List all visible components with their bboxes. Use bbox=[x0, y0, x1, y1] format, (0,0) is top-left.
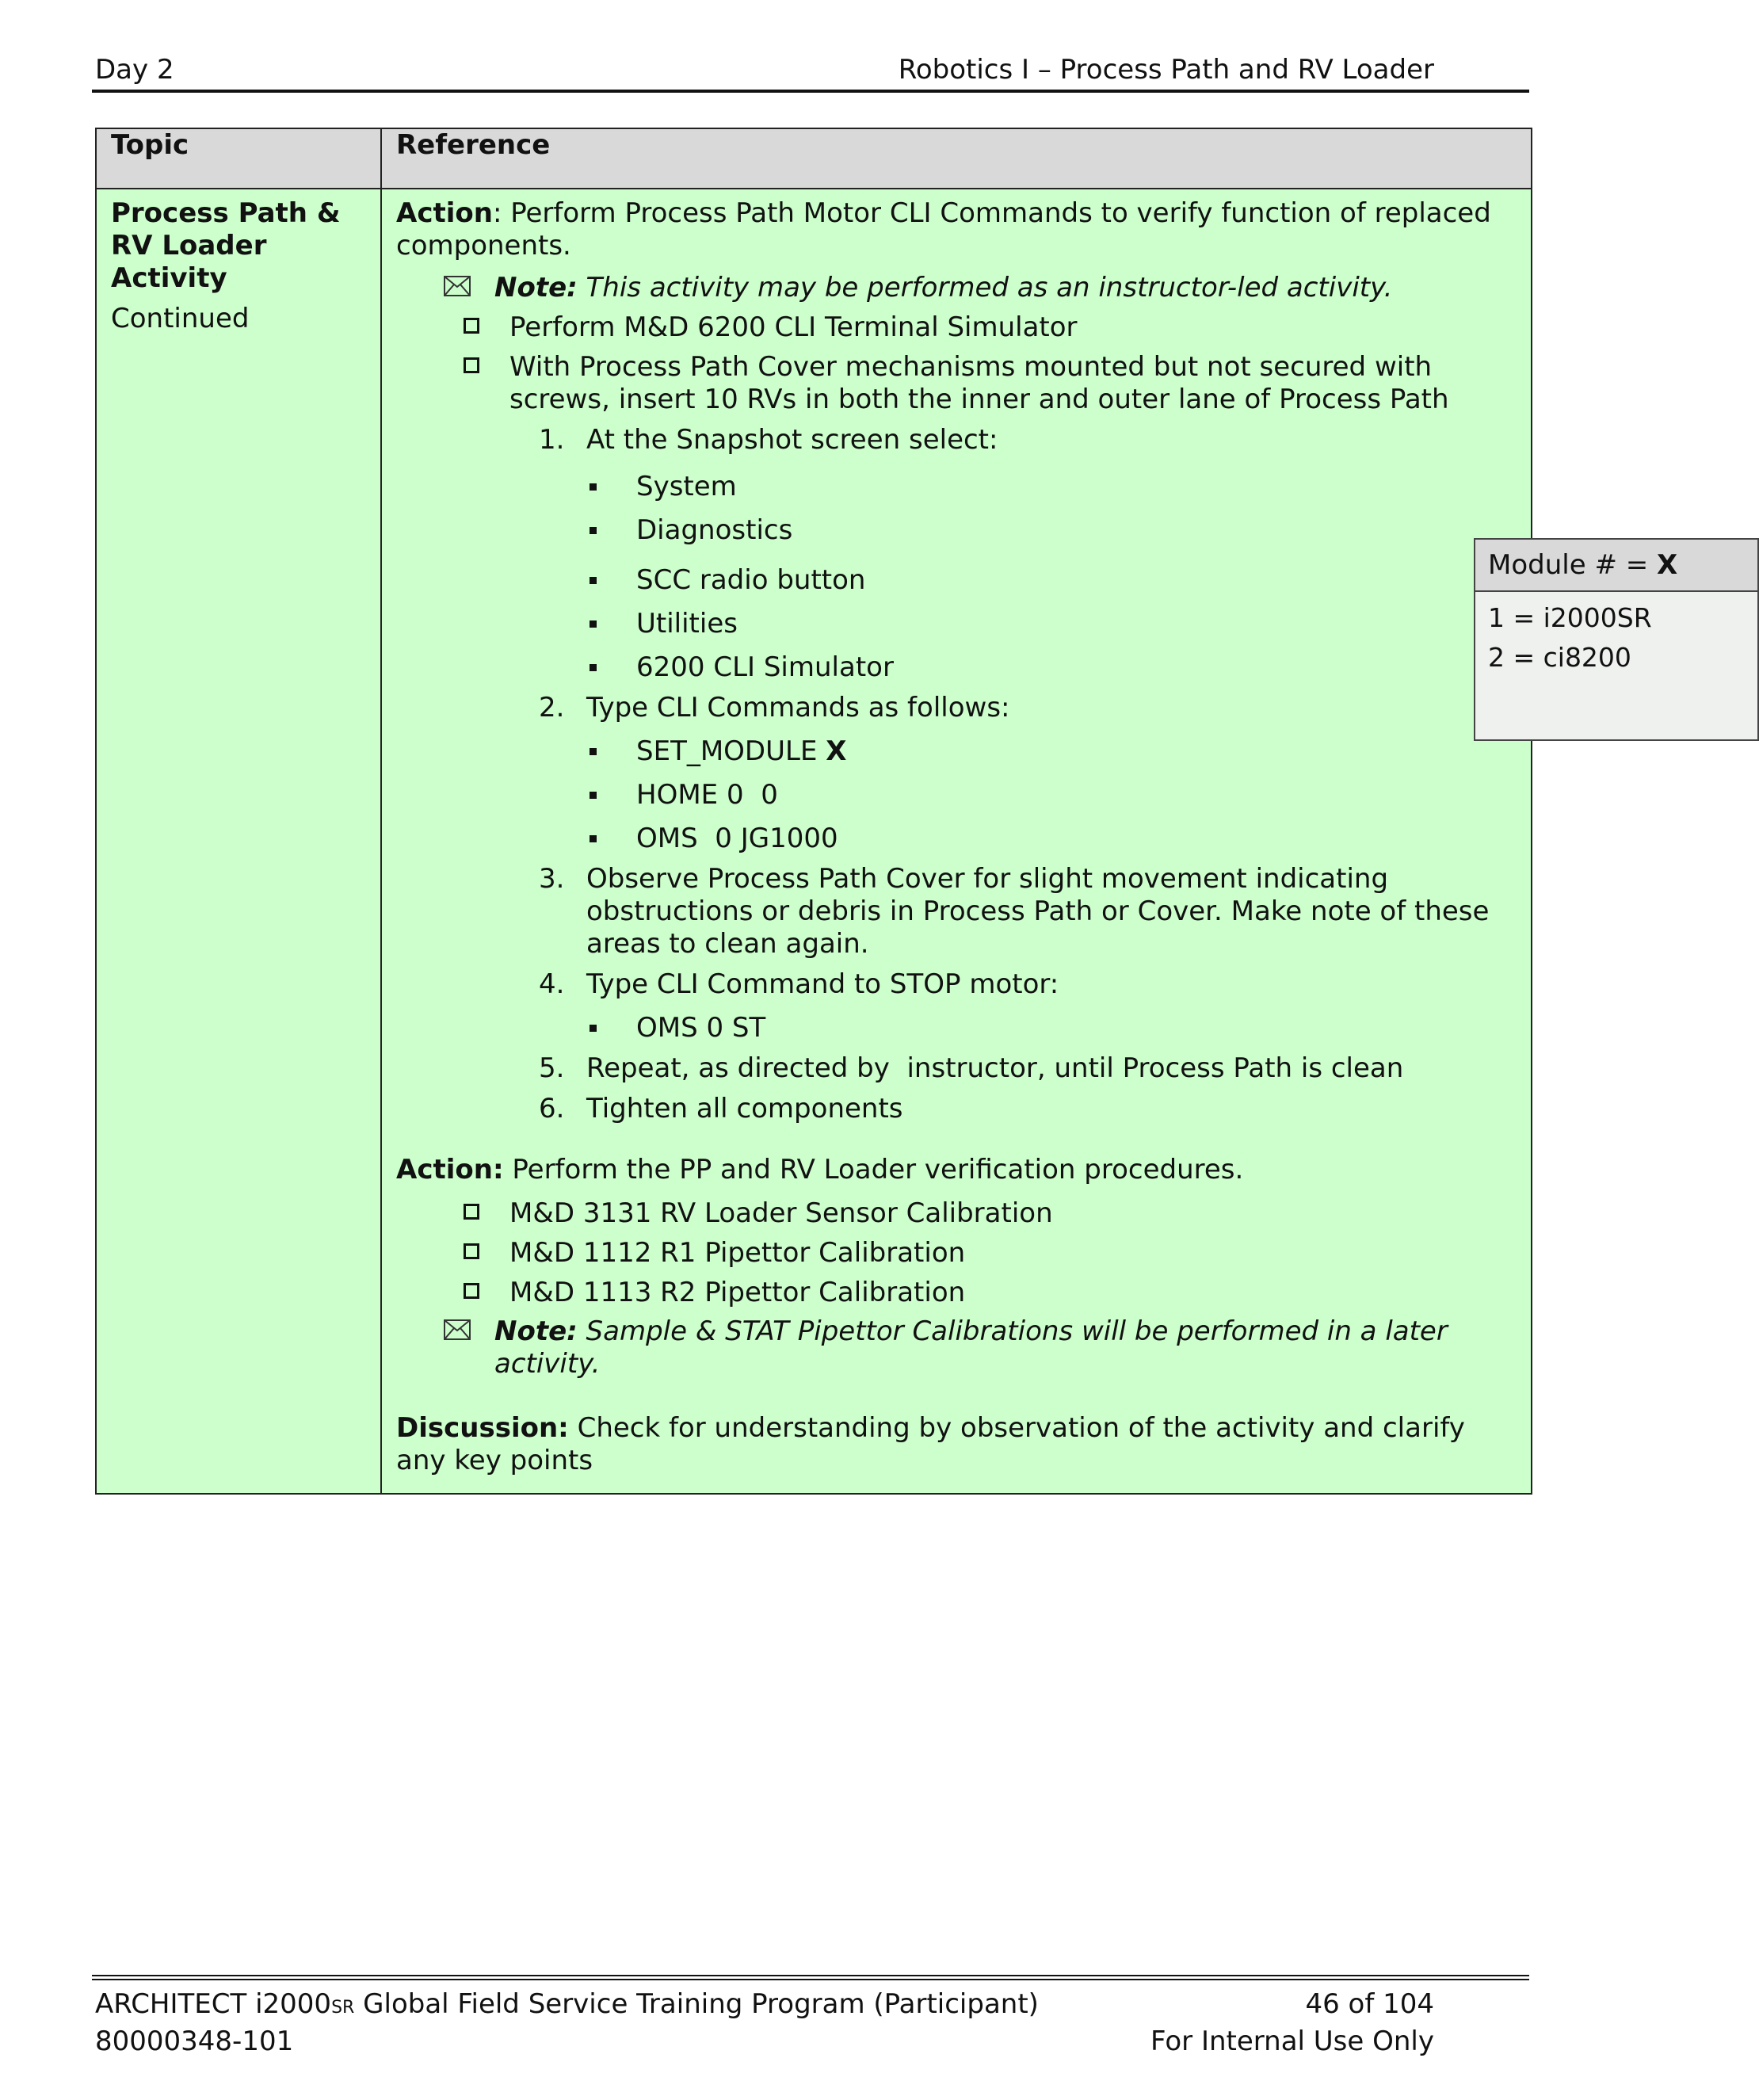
step-number: 5. bbox=[539, 1052, 565, 1084]
action-2-label: Action: bbox=[396, 1154, 504, 1186]
topic-cell bbox=[96, 189, 381, 1494]
checkbox-icon bbox=[464, 357, 479, 373]
module-legend-variable: X bbox=[1657, 549, 1678, 581]
step-6 bbox=[539, 1093, 1517, 1125]
list-item-label: OMS 0 ST bbox=[636, 1012, 766, 1044]
footer-program-name: Global Field Service Training Program (Participant) bbox=[354, 1988, 1039, 2020]
checklist-item bbox=[464, 351, 1517, 416]
note-2-text: Sample & STAT Pipettor Calibrations will be performed in a later activity. bbox=[494, 1315, 1448, 1380]
activity-table bbox=[95, 128, 1678, 1495]
col-header-topic: Topic bbox=[96, 128, 381, 189]
list-item-label bbox=[636, 735, 846, 768]
command-text: SET_MODULE bbox=[636, 735, 826, 767]
list-item bbox=[586, 823, 1517, 855]
list-item bbox=[586, 1012, 1517, 1044]
bullet-icon bbox=[590, 483, 597, 491]
page-number: 46 of 104 bbox=[1305, 1988, 1434, 2020]
checklist-item bbox=[464, 1277, 1517, 1309]
action-1-text: : Perform Process Path Motor CLI Commands to verify function of replaced components. bbox=[396, 197, 1491, 262]
action-2-text: Perform the PP and RV Loader verification procedures. bbox=[503, 1154, 1244, 1186]
bullet-icon bbox=[590, 1025, 597, 1032]
list-item-label: SCC radio button bbox=[636, 564, 866, 596]
bullet-icon bbox=[590, 835, 597, 842]
topic-title: Process Path & RV Loader Activity bbox=[111, 197, 341, 294]
step-3 bbox=[539, 863, 1517, 960]
step-text: At the Snapshot screen select: bbox=[586, 424, 998, 456]
step-4 bbox=[539, 968, 1517, 1001]
step-number: 6. bbox=[539, 1093, 565, 1124]
footer-divider bbox=[92, 1979, 1529, 1980]
module-legend-box bbox=[1474, 538, 1759, 741]
reference-cell bbox=[381, 189, 1678, 1494]
checkbox-icon bbox=[464, 1243, 479, 1259]
checklist-item-label: M&D 3131 RV Loader Sensor Calibration bbox=[509, 1197, 1053, 1229]
list-item bbox=[586, 735, 1517, 768]
step-number: 1. bbox=[539, 424, 565, 456]
checkbox-icon bbox=[464, 1204, 479, 1220]
action-1-label: Action bbox=[396, 197, 493, 229]
footer-divider bbox=[92, 1975, 1529, 1976]
module-legend-row: 2 = ci8200 bbox=[1488, 642, 1631, 673]
footer-program-title bbox=[95, 1987, 1039, 2025]
note-2-label: Note: bbox=[494, 1315, 578, 1347]
step-text: Observe Process Path Cover for slight movement indicating obstructions or debris in Process Path or Cover. Make note of these areas to clean again. bbox=[586, 863, 1490, 960]
list-item-label: OMS 0 JG1000 bbox=[636, 823, 838, 854]
command-variable: X bbox=[826, 735, 847, 767]
bullet-icon bbox=[590, 748, 597, 755]
checkbox-icon bbox=[464, 318, 479, 334]
checklist-item-label: Perform M&D 6200 CLI Terminal Simulator bbox=[509, 311, 1078, 343]
step-number: 4. bbox=[539, 968, 565, 1000]
list-item-label: HOME 0 0 bbox=[636, 779, 778, 811]
header-day: Day 2 bbox=[95, 54, 174, 86]
list-item-label: Utilities bbox=[636, 608, 738, 640]
header-divider bbox=[92, 90, 1529, 93]
discussion bbox=[396, 1412, 1517, 1477]
step-text: Repeat, as directed by instructor, until Process Path is clean bbox=[586, 1052, 1404, 1084]
list-item-label: 6200 CLI Simulator bbox=[636, 651, 894, 683]
step-number: 2. bbox=[539, 692, 565, 724]
discussion-label: Discussion: bbox=[396, 1412, 569, 1444]
module-legend-row: 1 = i2000SR bbox=[1488, 602, 1652, 633]
table-row bbox=[96, 189, 1532, 1494]
checklist-item-label: M&D 1112 R1 Pipettor Calibration bbox=[509, 1237, 966, 1269]
list-item bbox=[586, 779, 1517, 811]
step-text: Tighten all components bbox=[586, 1093, 903, 1124]
header-title: Robotics I – Process Path and RV Loader bbox=[898, 54, 1434, 86]
checkbox-icon bbox=[464, 1283, 479, 1299]
checklist-item bbox=[464, 311, 1517, 344]
bullet-icon bbox=[590, 577, 597, 584]
module-legend-title bbox=[1475, 540, 1757, 592]
bullet-icon bbox=[590, 620, 597, 628]
list-item bbox=[586, 651, 1517, 684]
list-item bbox=[586, 608, 1517, 640]
note-1-text: This activity may be performed as an instructor-led activity. bbox=[577, 272, 1393, 304]
list-item bbox=[586, 514, 1517, 547]
list-item-label: Diagnostics bbox=[636, 514, 793, 546]
discussion-text: Check for understanding by observation of the activity and clarify any key points bbox=[396, 1412, 1465, 1476]
col-header-reference: Reference bbox=[381, 128, 1532, 189]
list-item-label: System bbox=[636, 471, 737, 502]
step-1 bbox=[539, 424, 1517, 456]
note-1 bbox=[444, 272, 1517, 304]
envelope-icon bbox=[444, 272, 494, 304]
checklist-item bbox=[464, 1197, 1517, 1230]
module-legend-title-text: Module # = bbox=[1488, 549, 1658, 581]
list-item bbox=[586, 564, 1517, 597]
page-header bbox=[95, 54, 1434, 86]
step-2 bbox=[539, 692, 1517, 724]
step-number: 3. bbox=[539, 863, 565, 895]
action-2 bbox=[396, 1154, 1517, 1186]
step-text: Type CLI Command to STOP motor: bbox=[586, 968, 1059, 1000]
checklist-item-label: M&D 1113 R2 Pipettor Calibration bbox=[509, 1277, 966, 1308]
topic-subtitle: Continued bbox=[111, 303, 250, 334]
bullet-icon bbox=[590, 664, 597, 671]
page-footer bbox=[95, 1987, 1434, 2058]
bullet-icon bbox=[590, 527, 597, 534]
step-text: Type CLI Commands as follows: bbox=[586, 692, 1010, 724]
footer-product: ARCHITECT i2000 bbox=[95, 1988, 332, 2020]
checklist-item bbox=[464, 1237, 1517, 1270]
footer-product-suffix: SR bbox=[331, 1998, 355, 2018]
action-1 bbox=[396, 197, 1517, 262]
list-item bbox=[586, 471, 1517, 503]
table-header-row bbox=[96, 128, 1532, 189]
checklist-item-label: With Process Path Cover mechanisms mounted but not secured with screws, insert 10 RVs in both the inner and outer lane of Process Path bbox=[509, 351, 1449, 415]
note-1-label: Note: bbox=[494, 272, 578, 304]
bullet-icon bbox=[590, 792, 597, 799]
note-2 bbox=[444, 1315, 1517, 1380]
step-5 bbox=[539, 1052, 1517, 1085]
envelope-icon bbox=[444, 1315, 494, 1348]
document-number: 80000348-101 bbox=[95, 2026, 294, 2057]
classification-label: For Internal Use Only bbox=[1150, 2026, 1434, 2057]
